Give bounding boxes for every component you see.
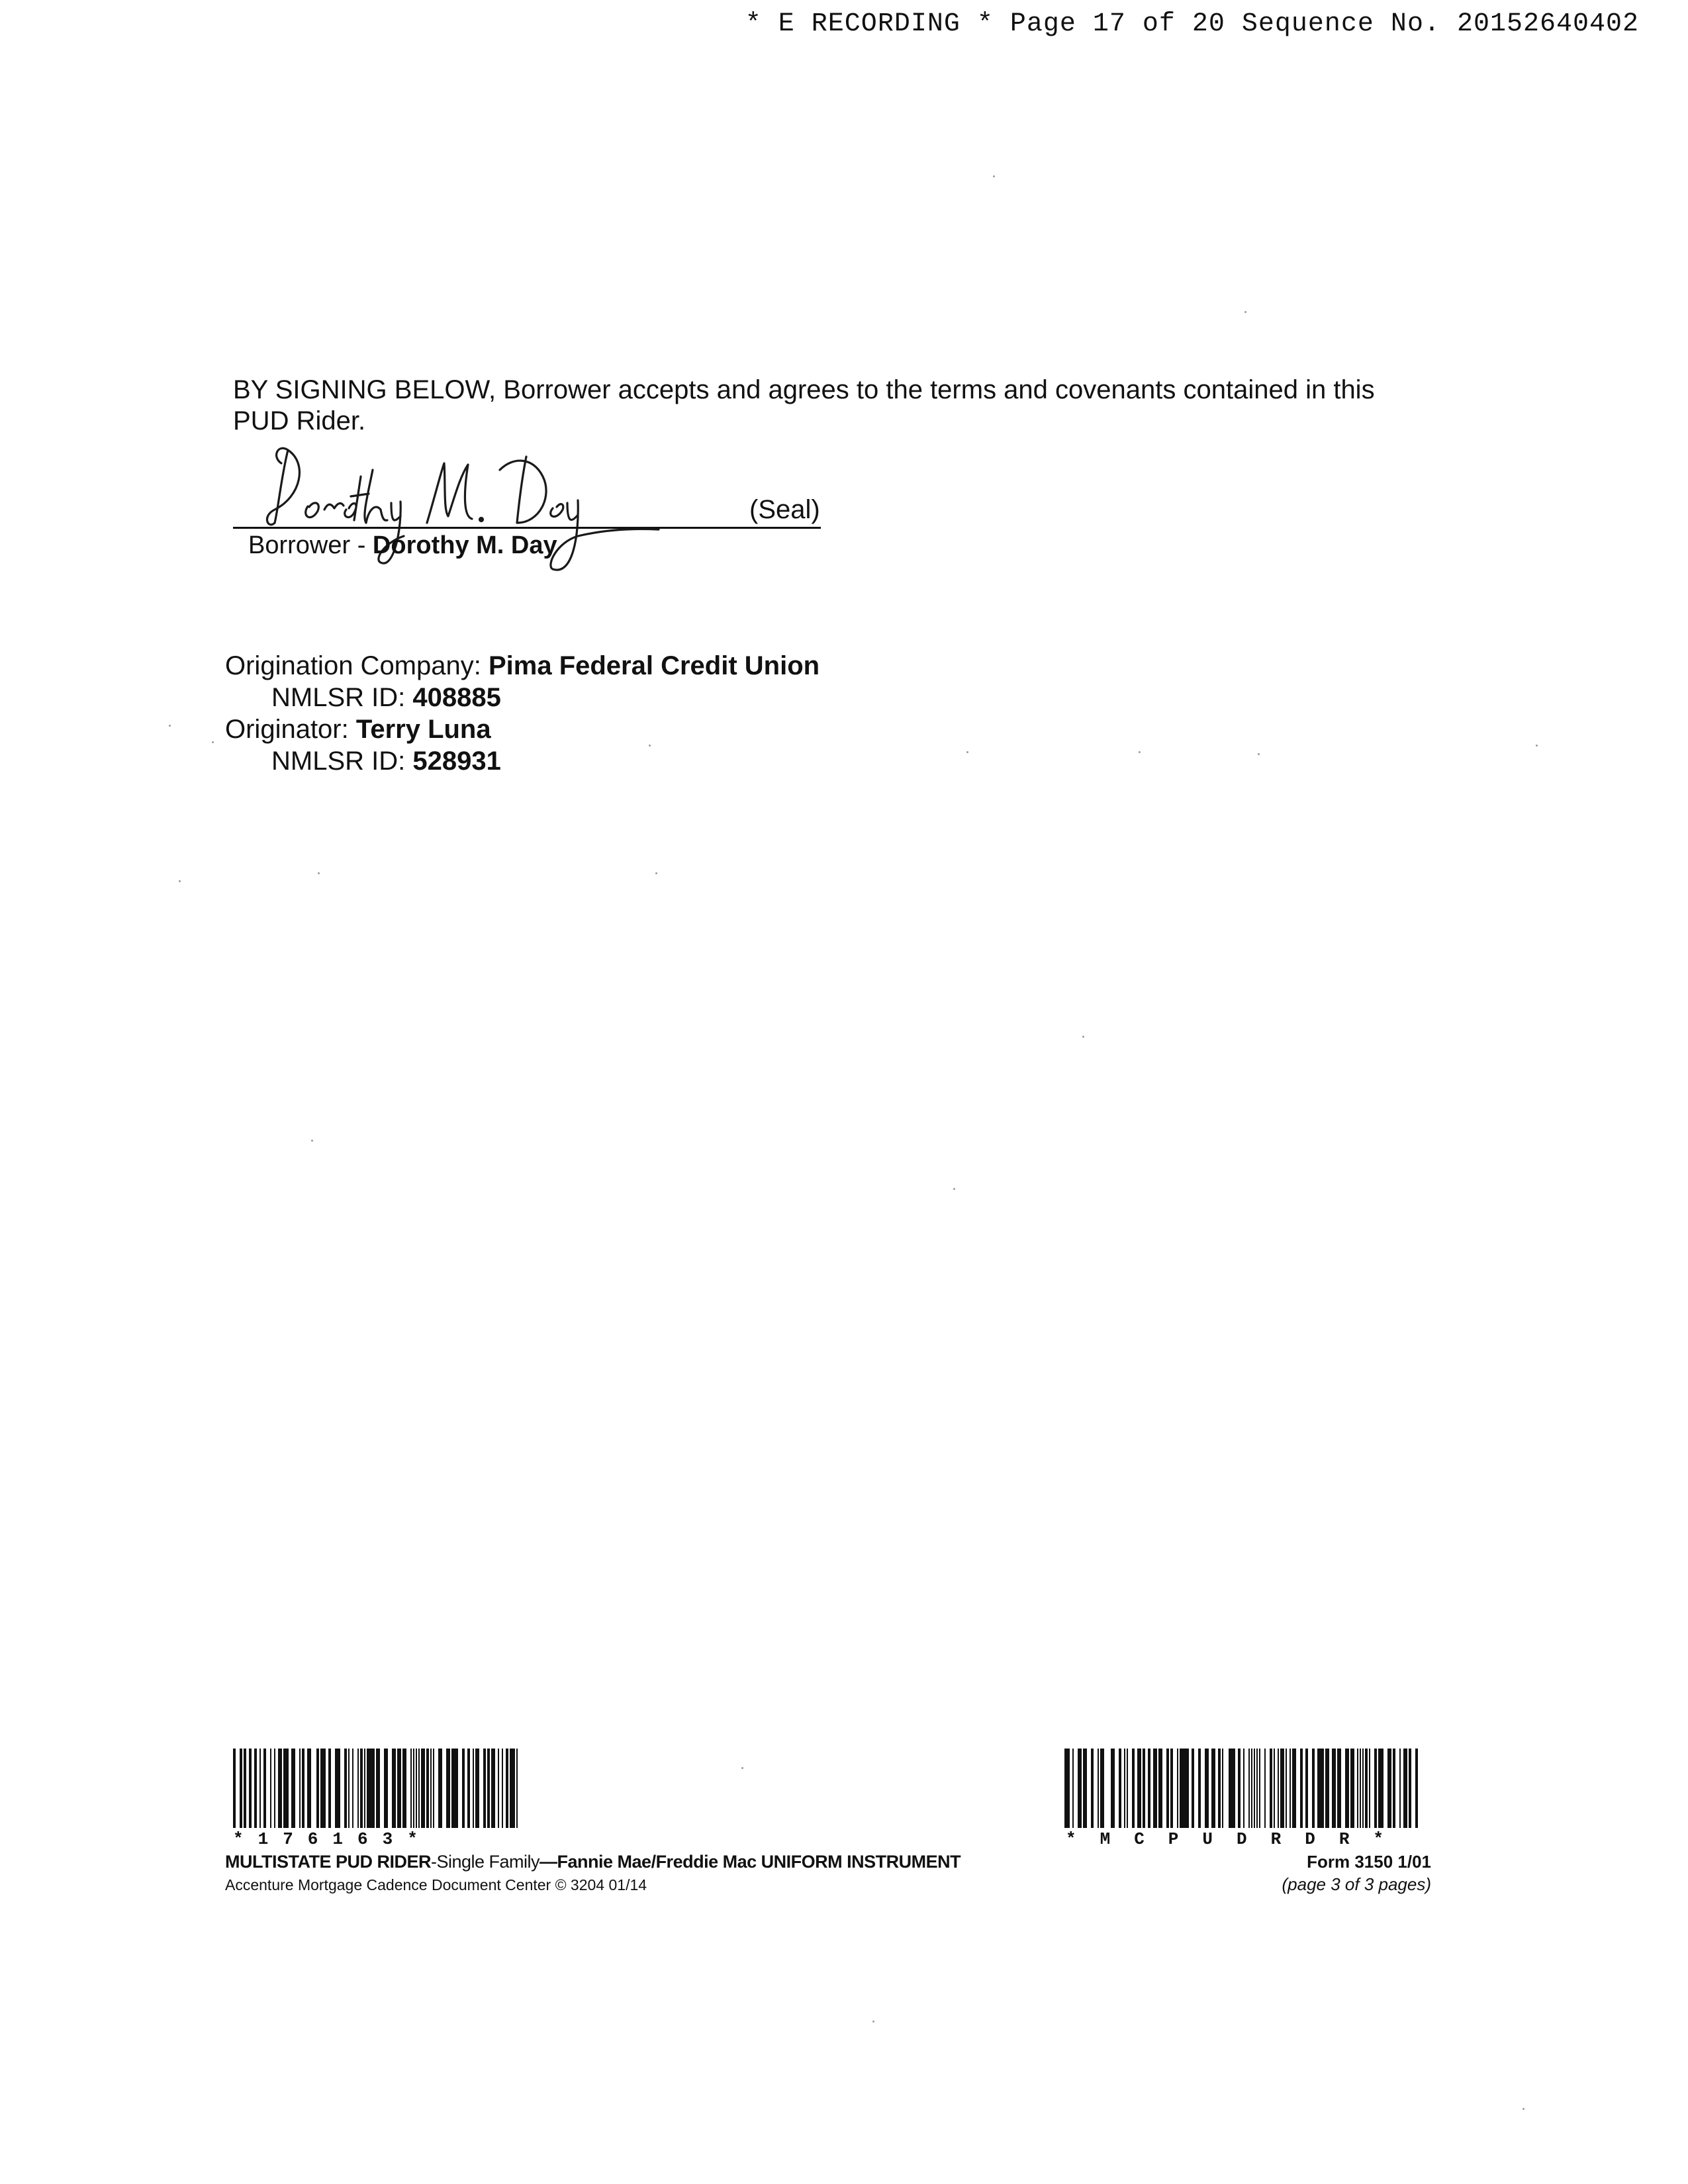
originator-line	[225, 713, 491, 745]
barcode-bar	[376, 1749, 380, 1828]
barcode-bar	[392, 1749, 396, 1828]
barcode-bar	[397, 1749, 401, 1828]
barcode-bar	[498, 1749, 499, 1828]
barcode-bar	[473, 1749, 474, 1828]
barcode-bar	[348, 1749, 350, 1828]
barcode-bar	[438, 1749, 442, 1828]
barcode-left-text: *176163*	[233, 1829, 432, 1849]
barcode-bar	[446, 1749, 450, 1828]
barcode-bar	[506, 1749, 508, 1828]
barcode-bar	[1292, 1749, 1296, 1828]
barcode-bar	[1091, 1749, 1094, 1828]
barcode-bar	[360, 1749, 361, 1828]
recording-header: * E RECORDING * Page 17 of 20 Sequence No. 20152640402	[745, 9, 1639, 39]
scan-speck	[1258, 753, 1260, 755]
barcode-bar	[1184, 1749, 1185, 1828]
barcode-bar	[1362, 1749, 1364, 1828]
barcode-bar	[413, 1749, 414, 1828]
barcode-bar	[510, 1749, 514, 1828]
barcode-bar	[1380, 1749, 1383, 1828]
barcode-bar	[286, 1749, 287, 1828]
barcode-bar	[302, 1749, 303, 1828]
barcode-bar	[1365, 1749, 1368, 1828]
company-nmlsr-label: NMLSR ID:	[271, 683, 413, 712]
barcode-bar	[1325, 1749, 1328, 1828]
barcode-bar	[1305, 1749, 1308, 1828]
scan-speck	[966, 751, 968, 753]
scan-speck	[993, 175, 995, 177]
barcode-bar	[410, 1749, 412, 1828]
barcode-bar	[483, 1749, 486, 1828]
barcode-bar	[1143, 1749, 1145, 1828]
scan-speck	[1139, 751, 1141, 753]
scan-speck	[872, 2021, 874, 2023]
barcode-bar	[291, 1749, 295, 1828]
barcode-bar	[384, 1749, 385, 1828]
barcode-bar	[361, 1749, 363, 1828]
barcode-bar	[1345, 1749, 1349, 1828]
barcode-bar	[433, 1749, 434, 1828]
barcode-bar	[1278, 1749, 1279, 1828]
borrower-prefix: Borrower -	[248, 531, 373, 559]
barcode-bar	[270, 1749, 271, 1828]
barcode-bar	[283, 1749, 285, 1828]
barcode-bar	[1270, 1749, 1272, 1828]
barcode-bar	[367, 1749, 371, 1828]
barcode-bar	[352, 1749, 353, 1828]
barcode-bar	[249, 1749, 252, 1828]
form-number: Form 3150 1/01	[1307, 1852, 1431, 1872]
barcode-bar	[1238, 1749, 1241, 1828]
barcode-bar	[1312, 1749, 1315, 1828]
barcode-bar	[487, 1749, 490, 1828]
originator-label: Originator:	[225, 715, 356, 744]
scan-speck	[1082, 1036, 1084, 1038]
barcode-bar	[287, 1749, 289, 1828]
barcode-bar	[1180, 1749, 1181, 1828]
barcode-right	[1064, 1749, 1422, 1828]
barcode-bar	[240, 1749, 242, 1828]
barcode-bar	[1387, 1749, 1389, 1828]
barcode-bar	[455, 1749, 458, 1828]
signature-line	[233, 527, 821, 529]
barcode-bar	[336, 1749, 340, 1828]
barcode-bar	[357, 1749, 359, 1828]
document-credit: Accenture Mortgage Cadence Document Center © 3204 01/14	[225, 1876, 647, 1893]
company-nmlsr-line	[271, 682, 501, 713]
barcode-bar	[1192, 1749, 1194, 1828]
barcode-bar	[244, 1749, 246, 1828]
barcode-bar	[1231, 1749, 1235, 1828]
scan-speck	[741, 1767, 743, 1769]
barcode-bar	[303, 1749, 305, 1828]
barcode-left	[233, 1749, 519, 1828]
barcode-bar	[1124, 1749, 1125, 1828]
barcode-bar	[1205, 1749, 1209, 1828]
barcode-bar	[514, 1749, 515, 1828]
barcode-bar	[1066, 1749, 1070, 1828]
barcode-bar	[1181, 1749, 1184, 1828]
barcode-bar	[1170, 1749, 1173, 1828]
barcode-bar	[1403, 1749, 1407, 1828]
signing-statement: BY SIGNING BELOW, Borrower accepts and agrees to the terms and covenants contained in this PUD Rider.	[233, 375, 1375, 435]
barcode-bar	[1300, 1749, 1303, 1828]
barcode-bar	[364, 1749, 365, 1828]
scan-speck	[318, 872, 320, 874]
barcode-bar	[516, 1749, 518, 1828]
barcode-bar	[278, 1749, 282, 1828]
barcode-bar	[1211, 1749, 1215, 1828]
barcode-bar	[1222, 1749, 1223, 1828]
form-title	[225, 1852, 961, 1872]
origination-company-line	[225, 650, 820, 682]
barcode-bar	[451, 1749, 455, 1828]
barcode-bar	[1198, 1749, 1201, 1828]
origination-company-label: Origination Company:	[225, 651, 489, 680]
originator-nmlsr-label: NMLSR ID:	[271, 747, 413, 776]
seal-label: (Seal)	[749, 495, 820, 524]
barcode-bar	[1153, 1749, 1157, 1828]
barcode-bar	[418, 1749, 420, 1828]
barcode-bar	[1286, 1749, 1287, 1828]
barcode-bar	[1158, 1749, 1162, 1828]
barcode-bar	[344, 1749, 347, 1828]
barcode-bar	[371, 1749, 375, 1828]
barcode-bar	[233, 1749, 236, 1828]
barcode-bar	[1415, 1749, 1418, 1828]
barcode-bar	[502, 1749, 503, 1828]
barcode-bar	[1251, 1749, 1252, 1828]
barcode-bar	[254, 1749, 257, 1828]
form-title-part-2: -Single Family	[430, 1852, 540, 1872]
barcode-bar	[1289, 1749, 1291, 1828]
scan-speck	[179, 880, 181, 882]
barcode-bar	[416, 1749, 417, 1828]
barcode-bar	[274, 1749, 275, 1828]
scan-speck	[1244, 311, 1246, 313]
borrower-name: Dorothy M. Day	[372, 531, 557, 559]
barcode-bar	[1389, 1749, 1391, 1828]
barcode-bar	[1243, 1749, 1244, 1828]
barcode-bar	[385, 1749, 388, 1828]
barcode-bar	[318, 1749, 319, 1828]
barcode-bar	[491, 1749, 495, 1828]
barcode-bar	[1350, 1749, 1354, 1828]
barcode-bar	[430, 1749, 432, 1828]
barcode-bar	[467, 1749, 470, 1828]
barcode-bar	[263, 1749, 266, 1828]
scan-speck	[649, 745, 651, 747]
page-indicator: (page 3 of 3 pages)	[1282, 1874, 1431, 1894]
barcode-bar	[1256, 1749, 1258, 1828]
barcode-right-text: *MCPUDRDR*	[1066, 1829, 1408, 1849]
barcode-bar	[1399, 1749, 1401, 1828]
borrower-label	[248, 531, 557, 560]
barcode-bar	[1185, 1749, 1189, 1828]
barcode-bar	[1393, 1749, 1395, 1828]
barcode-bar	[1119, 1749, 1121, 1828]
barcode-bar	[1132, 1749, 1135, 1828]
barcode-bar	[402, 1749, 406, 1828]
barcode-bar	[1254, 1749, 1255, 1828]
barcode-bar	[1274, 1749, 1275, 1828]
barcode-bar	[1177, 1749, 1178, 1828]
barcode-bar	[320, 1749, 322, 1828]
originator-nmlsr-id: 528931	[412, 747, 501, 776]
form-title-part-1: MULTISTATE PUD RIDER	[225, 1852, 431, 1872]
barcode-bar	[1374, 1749, 1377, 1828]
barcode-bar	[1100, 1749, 1104, 1828]
scan-speck	[1536, 745, 1538, 747]
barcode-bar	[1064, 1749, 1066, 1828]
originator-nmlsr-line	[271, 745, 501, 777]
barcode-bar	[1127, 1749, 1128, 1828]
barcode-bar	[316, 1749, 318, 1828]
barcode-bar	[285, 1749, 286, 1828]
scan-speck	[1523, 2108, 1524, 2110]
barcode-bar	[1280, 1749, 1284, 1828]
barcode-bar	[299, 1749, 301, 1828]
barcode-bar	[421, 1749, 425, 1828]
scan-speck	[655, 872, 657, 874]
originator-name: Terry Luna	[355, 715, 491, 744]
scan-speck	[169, 725, 171, 727]
barcode-bar	[475, 1749, 479, 1828]
barcode-bar	[1337, 1749, 1341, 1828]
barcode-bar	[1078, 1749, 1082, 1828]
borrower-signature	[261, 437, 672, 582]
barcode-bar	[1409, 1749, 1411, 1828]
barcode-bar	[1332, 1749, 1336, 1828]
barcode-bar	[1072, 1749, 1074, 1828]
barcode-bar	[1264, 1749, 1266, 1828]
barcode-bar	[426, 1749, 429, 1828]
barcode-bar	[1098, 1749, 1099, 1828]
scan-speck	[212, 741, 214, 743]
company-nmlsr-id: 408885	[412, 683, 501, 712]
barcode-bar	[1166, 1749, 1169, 1828]
barcode-bar	[307, 1749, 311, 1828]
barcode-bar	[1259, 1749, 1260, 1828]
barcode-bar	[328, 1749, 331, 1828]
barcode-bar	[1357, 1749, 1358, 1828]
scan-speck	[311, 1140, 313, 1142]
barcode-bar	[462, 1749, 465, 1828]
barcode-bar	[259, 1749, 261, 1828]
barcode-bar	[1317, 1749, 1321, 1828]
barcode-bar	[1148, 1749, 1150, 1828]
barcode-bar	[1218, 1749, 1221, 1828]
barcode-bar	[1360, 1749, 1361, 1828]
barcode-bar	[1083, 1749, 1087, 1828]
barcode-bar	[1369, 1749, 1370, 1828]
scan-speck	[953, 1188, 955, 1190]
origination-company-name: Pima Federal Credit Union	[488, 651, 820, 680]
barcode-bar	[322, 1749, 326, 1828]
barcode-bar	[1248, 1749, 1250, 1828]
form-title-part-3: —Fannie Mae/Freddie Mac UNIFORM INSTRUMENT	[539, 1852, 961, 1872]
barcode-bar	[1137, 1749, 1141, 1828]
barcode-bar	[1111, 1749, 1115, 1828]
barcode-bar	[1321, 1749, 1324, 1828]
